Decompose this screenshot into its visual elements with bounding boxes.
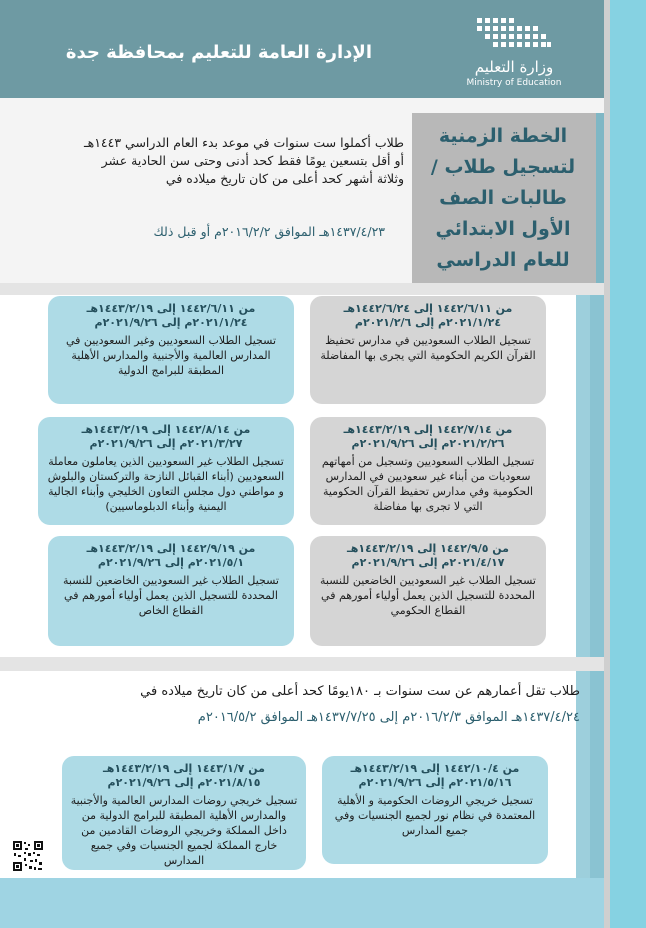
intro-line-2: أو أقل بتسعين يومًا فقط كحد أدنى وحتى سن الحادية عشر — [101, 153, 404, 168]
schedule-card — [322, 756, 548, 864]
middle-statement: طلاب تقل أعمارهم عن ست سنوات بـ ١٨٠يومًا كحد أعلى من كان تاريخ ميلاده في — [140, 684, 580, 699]
qr-code-icon — [12, 840, 44, 872]
group2-panel-edge — [590, 671, 604, 878]
schedule-card — [62, 756, 306, 870]
schedule-card — [48, 536, 294, 646]
schedule-card — [310, 296, 546, 404]
card-text: تسجيل خريجي الروضات الحكومية و الأهلية المعتمدة في نظام نور لجميع الجنسيات وفي جميع المدارس — [334, 794, 536, 837]
schedule-card — [310, 536, 546, 646]
plan-title: الخطة الزمنية لتسجيل طلاب / طالبات الصف الأول الابتدائي للعام الدراسي — [430, 125, 576, 271]
card-gregorian-date: ٢٠٢١/٥/١م إلى ٢٠٢١/٩/٢٦م — [97, 556, 245, 569]
card-text: تسجيل الطلاب السعوديين وغير السعوديين في المدارس العالمية والأجنبية والمدارس الأهلية المطبقة للبرامج الدولية — [65, 334, 277, 377]
card-text: تسجيل خريجي روضات المدارس العالمية والأجنبية والمدارس الأهلية المطبقة للبرامج الدولية من داخل المملكة وخريجي الروضات القادمين من خارج المملكة لجميع الجنسيات وفي جميع المدارس — [70, 794, 298, 867]
card-hijri-date: من ١٤٤٢/٦/١١ إلى ١٤٤٣/٢/١٩هـ — [86, 302, 256, 315]
middle-date: ١٤٣٧/٤/٢٤هـ الموافق ٢٠١٦/٢/٣م إلى ١٤٣٧/٧/٢٥هـ الموافق ٢٠١٦/٥/٢م — [197, 710, 580, 725]
card-gregorian-date: ٢٠٢١/٥/١٦م إلى ٢٠٢١/٩/٢٦م — [358, 776, 512, 789]
divider — [0, 283, 604, 295]
card-hijri-date: من ١٤٤٢/٩/٥ إلى ١٤٤٣/٢/١٩هـ — [346, 542, 509, 555]
card-hijri-date: من ١٤٤٢/٧/١٤ إلى ١٤٤٣/٢/١٩هـ — [343, 423, 513, 436]
card-hijri-date: من ١٤٤٣/١/٧ إلى ١٤٤٣/٢/١٩هـ — [102, 762, 265, 775]
schedule-card — [48, 296, 294, 404]
plan-title-box — [412, 113, 604, 283]
card-gregorian-date: ٢٠٢١/١/٢٤م إلى ٢٠٢١/٢/٦م — [354, 316, 502, 329]
card-text: تسجيل الطلاب السعوديين في مدارس تحفيظ القرآن الكريم الحكومية التي يجرى بها المفاضلة — [320, 334, 536, 362]
header-banner — [0, 0, 604, 98]
header-title: الإدارة العامة للتعليم بمحافظة جدة — [65, 42, 372, 63]
card-text: تسجيل الطلاب غير السعوديين الخاضعين للنسبة المحددة للتسجيل الذين يعمل أولياء أمورهم في القطاع الحكومي — [319, 574, 536, 617]
card-gregorian-date: ٢٠٢١/٣/٢٧م إلى ٢٠٢١/٩/٢٦م — [89, 437, 243, 450]
intro-line-3: وثلاثة أشهر كحد أعلى من كان تاريخ ميلاده في — [165, 171, 404, 186]
card-hijri-date: من ١٤٤٢/٦/١١ إلى ١٤٤٢/٦/٢٤هـ — [343, 302, 513, 315]
intro-block — [26, 134, 404, 188]
card-text: تسجيل الطلاب غير السعوديين الخاضعين للنسبة المحددة للتسجيل الذين يعمل أولياء أمورهم في القطاع الخاص — [62, 574, 279, 617]
card-hijri-date: من ١٤٤٢/١٠/٤ إلى ١٤٤٣/٢/١٩هـ — [350, 762, 520, 775]
intro-line-1: طلاب أكملوا ست سنوات في موعد بدء العام الدراسي ١٤٤٣هـ — [83, 135, 404, 150]
ministry-logo — [455, 12, 573, 90]
ministry-logo-icon — [475, 14, 553, 54]
card-gregorian-date: ٢٠٢١/٢/٢٦م إلى ٢٠٢١/٩/٢٦م — [351, 437, 505, 450]
intro-date: ١٤٣٧/٤/٢٣هـ الموافق ٢٠١٦/٢/٢م أو قبل ذلك — [153, 224, 385, 239]
card-gregorian-date: ٢٠٢١/٨/١٥م إلى ٢٠٢١/٩/٢٦م — [107, 776, 261, 789]
schedule-card — [310, 417, 546, 525]
card-hijri-date: من ١٤٤٢/٩/١٩ إلى ١٤٤٣/٢/١٩هـ — [86, 542, 256, 555]
card-gregorian-date: ٢٠٢١/٤/١٧م إلى ٢٠٢١/٩/٢٦م — [351, 556, 505, 569]
ministry-name: وزارة التعليم — [474, 58, 554, 76]
bottom-band — [0, 878, 604, 928]
card-text: تسجيل الطلاب السعوديين وتسجيل من أمهاتهم سعوديات من أبناء غير سعوديين في المدارس الحكومية وفي مدارس تحفيظ القرآن الحكومية التي لا تجرى بها مفاضلة — [321, 455, 535, 513]
card-hijri-date: من ١٤٤٢/٨/١٤ إلى ١٤٤٣/٢/١٩هـ — [81, 423, 251, 436]
spacer — [0, 98, 604, 113]
ministry-name-english: Ministry of Education — [466, 78, 562, 88]
side-strip — [610, 0, 646, 928]
card-gregorian-date: ٢٠٢١/١/٢٤م إلى ٢٠٢١/٩/٢٦م — [94, 316, 248, 329]
divider — [0, 657, 604, 671]
card-text: تسجيل الطلاب غير السعوديين الذين يعاملون معاملة السعوديين (أبناء القبائل النازحة والتركستان والبلوش و مواطني دول مجلس التعاون الخليجي وأبناء الجالية اليمنية وأبناء الدبلوماسيين) — [47, 455, 285, 513]
schedule-card — [38, 417, 294, 525]
group1-panel-edge — [590, 295, 604, 657]
